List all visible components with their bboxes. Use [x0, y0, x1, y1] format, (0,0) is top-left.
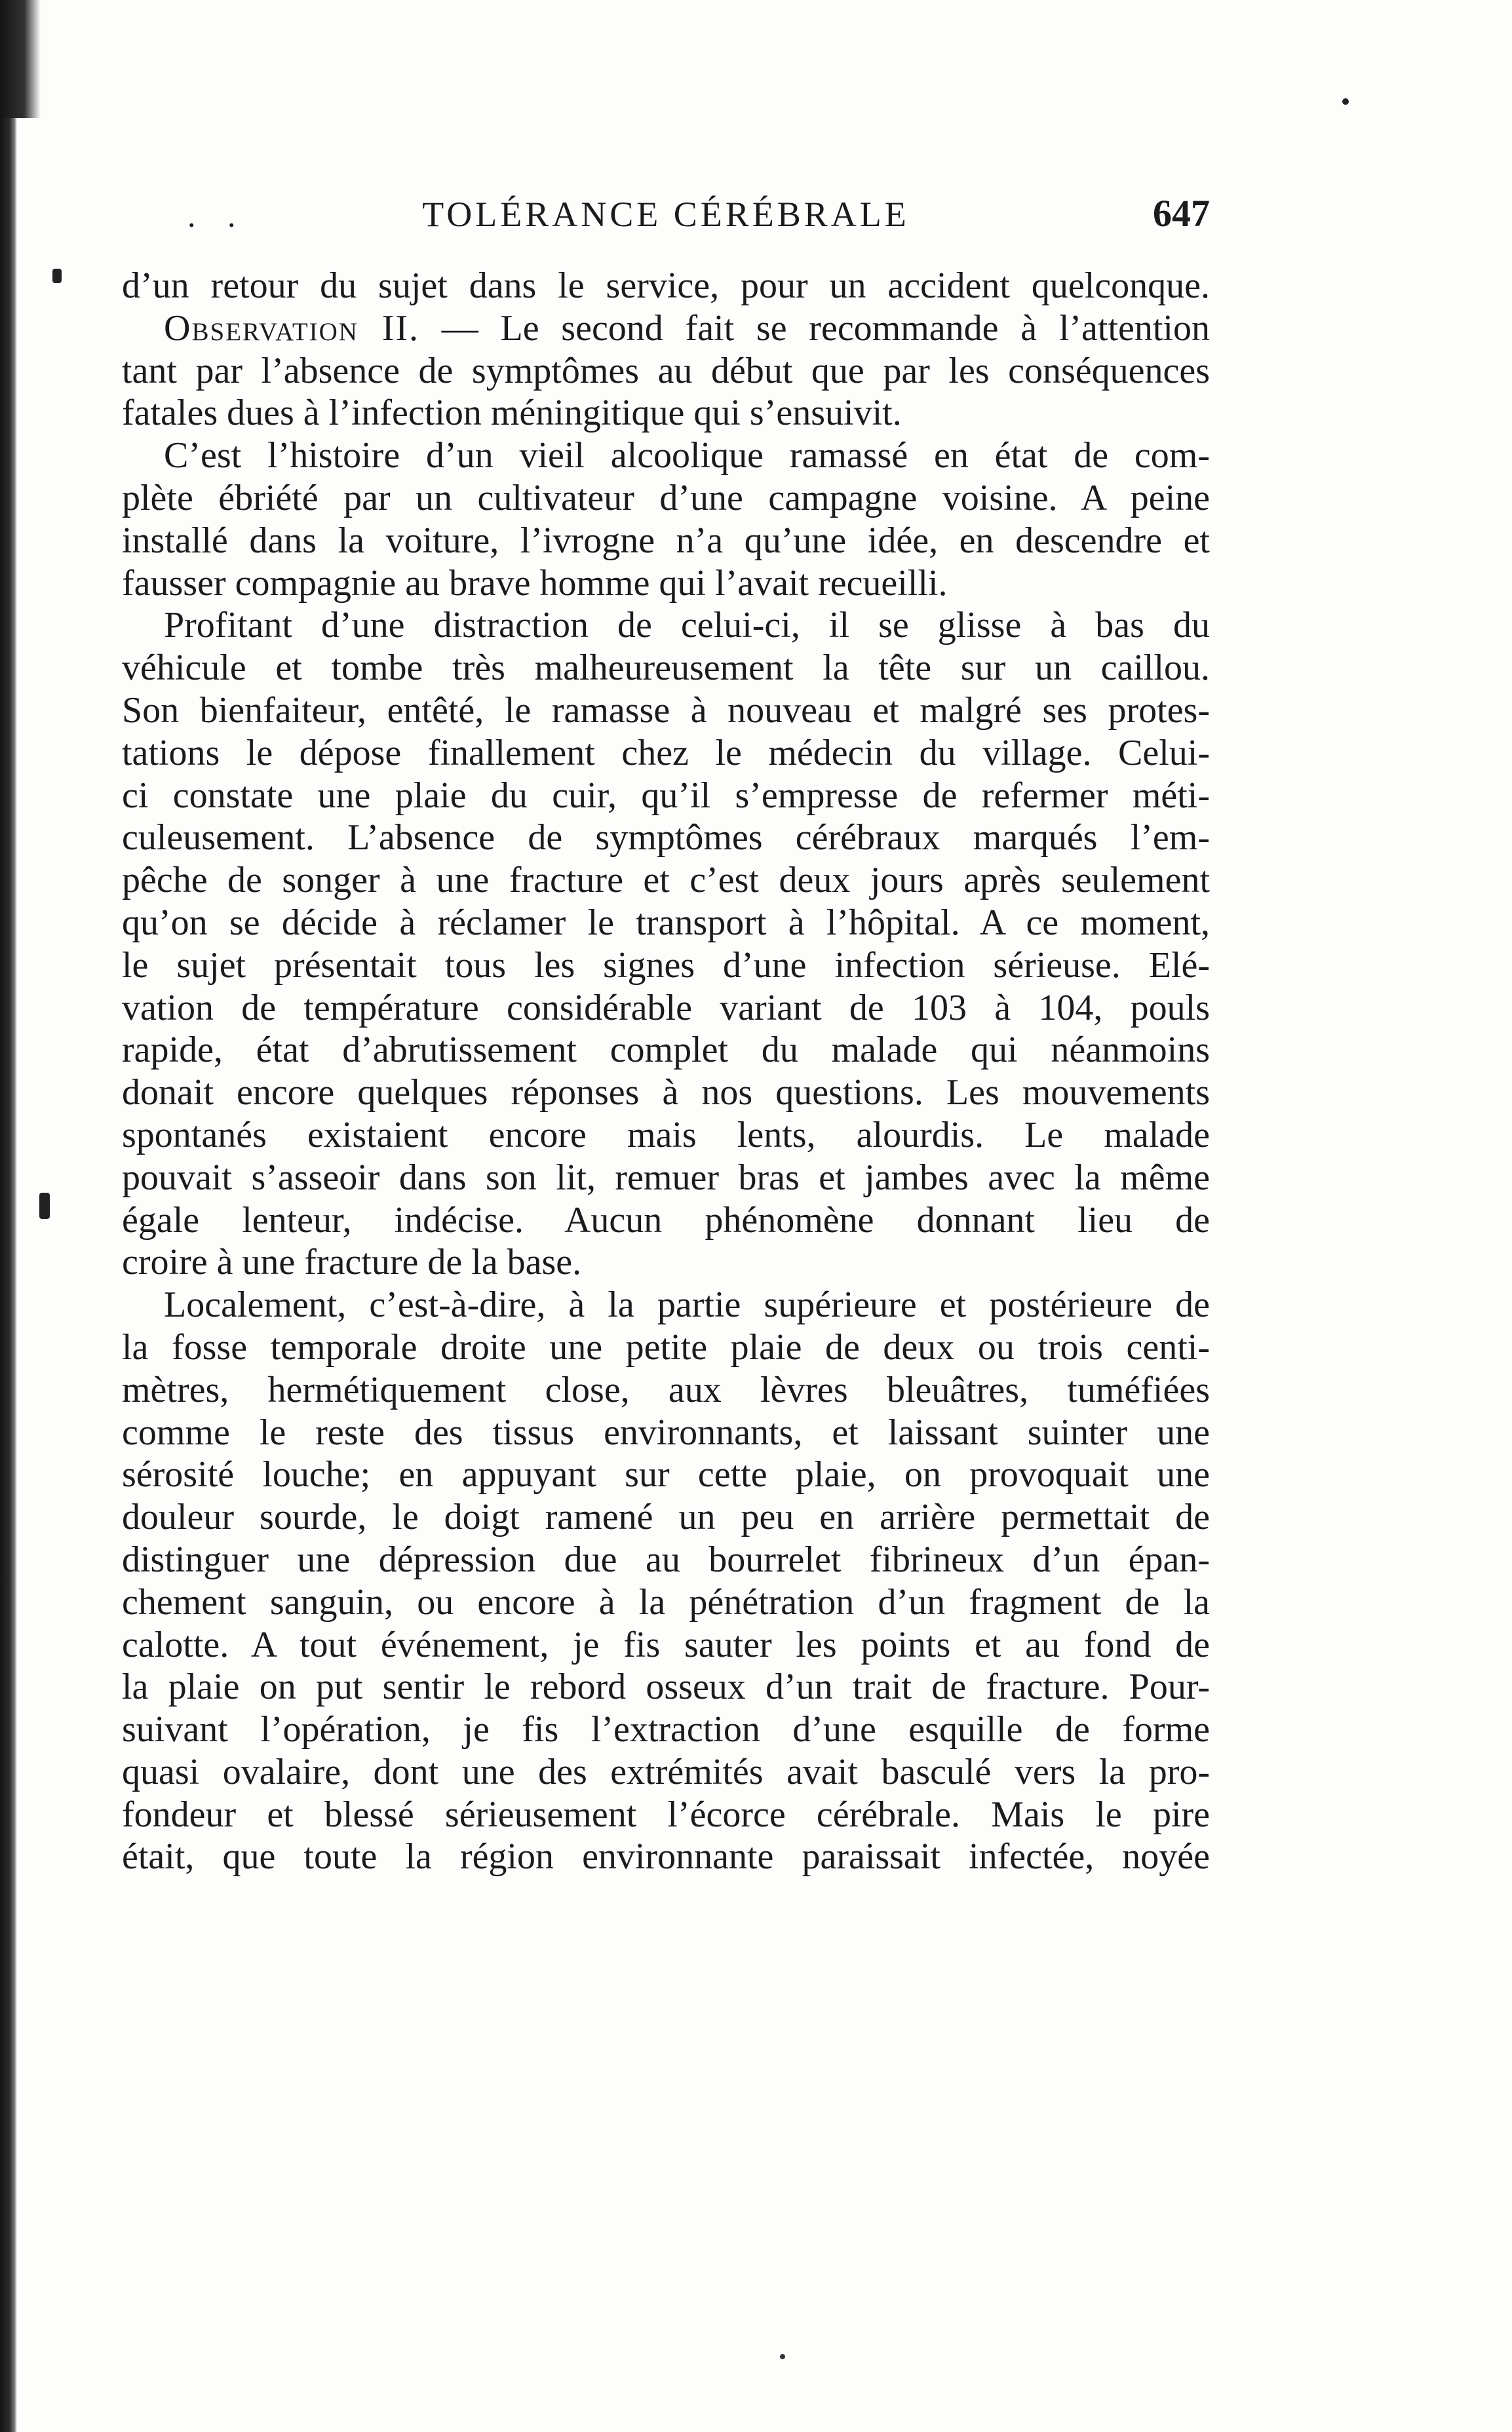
text-line: tant par l’absence de symptômes au début que par les conséquences: [122, 350, 1210, 391]
ink-speck: [52, 269, 62, 283]
text-line: qu’on se décide à réclamer le transport à l’hôpital. A ce moment,: [122, 902, 1210, 943]
text-line: quasi ovalaire, dont une des extrémités avait basculé vers la pro-: [122, 1751, 1210, 1792]
text-line: comme le reste des tissus environnants, et laissant suinter une: [122, 1412, 1210, 1453]
text-line: fatales dues à l’infection méningitique qui s’ensuivit.: [122, 393, 902, 434]
text-line: était, que toute la région environnante paraissait infectée, noyée: [122, 1836, 1210, 1878]
header-dots: . .: [187, 197, 248, 234]
text-line: distinguer une dépression due au bourrelet fibrineux d’un épan-: [122, 1539, 1210, 1580]
text-line: tations le dépose finallement chez le médecin du village. Celui-: [122, 732, 1210, 773]
text-line: égale lenteur, indécise. Aucun phénomène donnant lieu de: [122, 1199, 1210, 1241]
binding-edge-top: [0, 0, 41, 118]
ink-speck: [1342, 98, 1349, 105]
text-line: suivant l’opération, je fis l’extraction d’une esquille de forme: [122, 1709, 1210, 1750]
text-line: chement sanguin, ou encore à la pénétration d’un fragment de la: [122, 1581, 1210, 1623]
body-text: [122, 265, 1210, 1878]
footer-mark: [780, 2354, 785, 2359]
running-title: TOLÉRANCE CÉRÉBRALE: [422, 195, 910, 234]
text-line: ci constate une plaie du cuir, qu’il s’empresse de refermer méti-: [122, 775, 1210, 816]
text-line: culeusement. L’absence de symptômes cérébraux marqués l’em-: [122, 817, 1210, 859]
text-line: C’est l’histoire d’un vieil alcoolique ramassé en état de com-: [164, 435, 1210, 476]
text-line: Son bienfaiteur, entêté, le ramasse à nouveau et malgré ses protes-: [122, 689, 1210, 731]
text-line: la plaie on put sentir le rebord osseux d’un trait de fracture. Pour-: [122, 1667, 1210, 1708]
text-line: pêche de songer à une fracture et c’est deux jours après seulement: [122, 860, 1210, 901]
running-header: [122, 191, 1210, 237]
text-line: Profitant d’une distraction de celui-ci, il se glisse à bas du: [164, 605, 1210, 646]
ink-speck: [39, 1193, 50, 1219]
section-label: Observation II.: [164, 307, 420, 349]
text-line: véhicule et tombe très malheureusement la tête sur un caillou.: [122, 647, 1210, 689]
text-line: donait encore quelques réponses à nos questions. Les mouvements: [122, 1072, 1210, 1113]
text-line: installé dans la voiture, l’ivrogne n’a qu’une idée, en descendre et: [122, 520, 1210, 561]
text-line: calotte. A tout événement, je fis sauter les points et au fond de: [122, 1624, 1210, 1665]
text-line: le sujet présentait tous les signes d’une infection sérieuse. Elé-: [122, 944, 1210, 986]
text-line: vation de température considérable variant de 103 à 104, pouls: [122, 987, 1210, 1028]
text-line: croire à une fracture de la base.: [122, 1242, 582, 1283]
text-line: fausser compagnie au brave homme qui l’avait recueilli.: [122, 562, 948, 604]
text-line: plète ébriété par un cultivateur d’une campagne voisine. A peine: [122, 477, 1210, 518]
text-line: sérosité louche; en appuyant sur cette plaie, on provoquait une: [122, 1454, 1210, 1496]
page-number: 647: [1153, 192, 1210, 235]
text-line: Observation II. — Le second fait se recommande à l’attention: [164, 307, 1210, 349]
text-line: d’un retour du sujet dans le service, pour un accident quelconque.: [122, 265, 1210, 306]
text-line: Localement, c’est-à-dire, à la partie supérieure et postérieure de: [164, 1284, 1210, 1326]
text-line: rapide, état d’abrutissement complet du malade qui néanmoins: [122, 1030, 1210, 1071]
text-line: spontanés existaient encore mais lents, alourdis. Le malade: [122, 1114, 1210, 1155]
binding-edge: [0, 0, 17, 2432]
text-line: mètres, hermétiquement close, aux lèvres bleuâtres, tuméfiées: [122, 1369, 1210, 1410]
text-line: pouvait s’asseoir dans son lit, remuer bras et jambes avec la même: [122, 1157, 1210, 1198]
text-line: douleur sourde, le doigt ramené un peu en arrière permettait de: [122, 1497, 1210, 1538]
text-line: fondeur et blessé sérieusement l’écorce cérébrale. Mais le pire: [122, 1794, 1210, 1835]
text-line: la fosse temporale droite une petite plaie de deux ou trois centi-: [122, 1326, 1210, 1368]
